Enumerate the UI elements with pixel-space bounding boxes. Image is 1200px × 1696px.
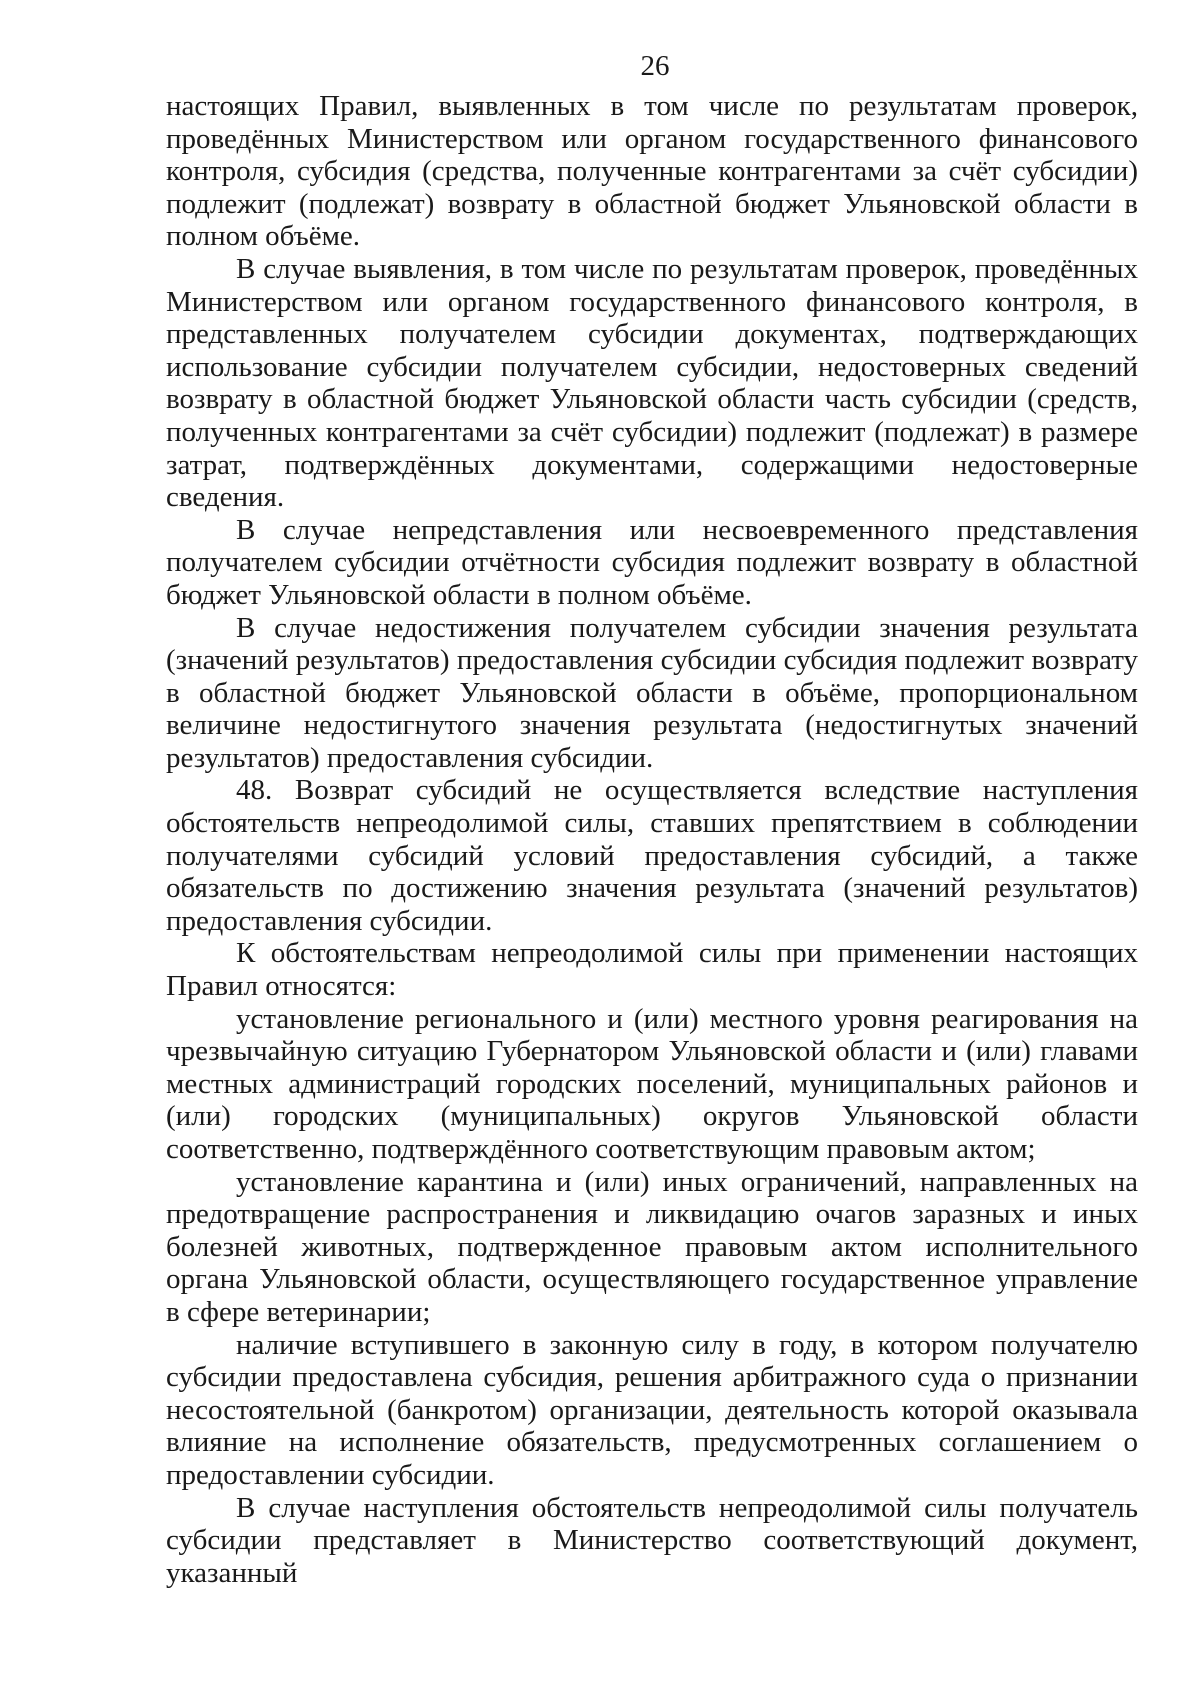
- document-body: [166, 90, 1138, 1589]
- paragraph: настоящих Правил, выявленных в том числе по результатам проверок, проведённых Министерством или органом государственного финансового контроля, субсидия (средства, полученные контрагентами за счёт субсидии) подлежит (подлежат) возврату в областной бюджет Ульяновской области в полном объёме.: [166, 90, 1138, 253]
- paragraph: наличие вступившего в законную силу в году, в котором получателю субсидии предоставлена субсидия, решения арбитражного суда о признании несостоятельной (банкротом) организации, деятельность которой оказывала влияние на исполнение обязательств, предусмотренных соглашением о предоставлении субсидии.: [166, 1328, 1138, 1491]
- paragraph: В случае непредставления или несвоевременного представления получателем субсидии отчётности субсидия подлежит возврату в областной бюджет Ульяновской области в полном объёме.: [166, 513, 1138, 611]
- page-number: 26: [640, 50, 670, 82]
- paragraph: В случае наступления обстоятельств непреодолимой силы получатель субсидии представляет в Министерство соответствующий документ, указанный: [166, 1491, 1138, 1589]
- paragraph: установление регионального и (или) местного уровня реагирования на чрезвычайную ситуацию Губернатором Ульяновской области и (или) главами местных администраций городских поселений, муниципальных районов и (или) городских (муниципальных) округов Ульяновской области соответственно, подтверждённого соответствующим правовым актом;: [166, 1002, 1138, 1165]
- paragraph: 48. Возврат субсидий не осуществляется вследствие наступления обстоятельств непреодолимой силы, ставших препятствием в соблюдении получателями субсидий условий предоставления субсидий, а также обязательств по достижению значения результата (значений результатов) предоставления субсидии.: [166, 774, 1138, 937]
- paragraph: В случае выявления, в том числе по результатам проверок, проведённых Министерством или органом государственного финансового контроля, в представленных получателем субсидии документах, подтверждающих использование субсидии получателем субсидии, недостоверных сведений возврату в областной бюджет Ульяновской области часть субсидии (средств, полученных контрагентами за счёт субсидии) подлежит (подлежат) в размере затрат, подтверждённых документами, содержащими недостоверные сведения.: [166, 252, 1138, 514]
- paragraph: В случае недостижения получателем субсидии значения результата (значений результатов) предоставления субсидии субсидия подлежит возврату в областной бюджет Ульяновской области в объёме, пропорциональном величине недостигнутого значения результата (недостигнутых значений результатов) предоставления субсидии.: [166, 611, 1138, 774]
- paragraph: К обстоятельствам непреодолимой силы при применении настоящих Правил относятся:: [166, 937, 1138, 1003]
- paragraph: установление карантина и (или) иных ограничений, направленных на предотвращение распространения и ликвидацию очагов заразных и иных болезней животных, подтвержденное правовым актом исполнительного органа Ульяновской области, осуществляющего государственное управление в сфере ветеринарии;: [166, 1165, 1138, 1328]
